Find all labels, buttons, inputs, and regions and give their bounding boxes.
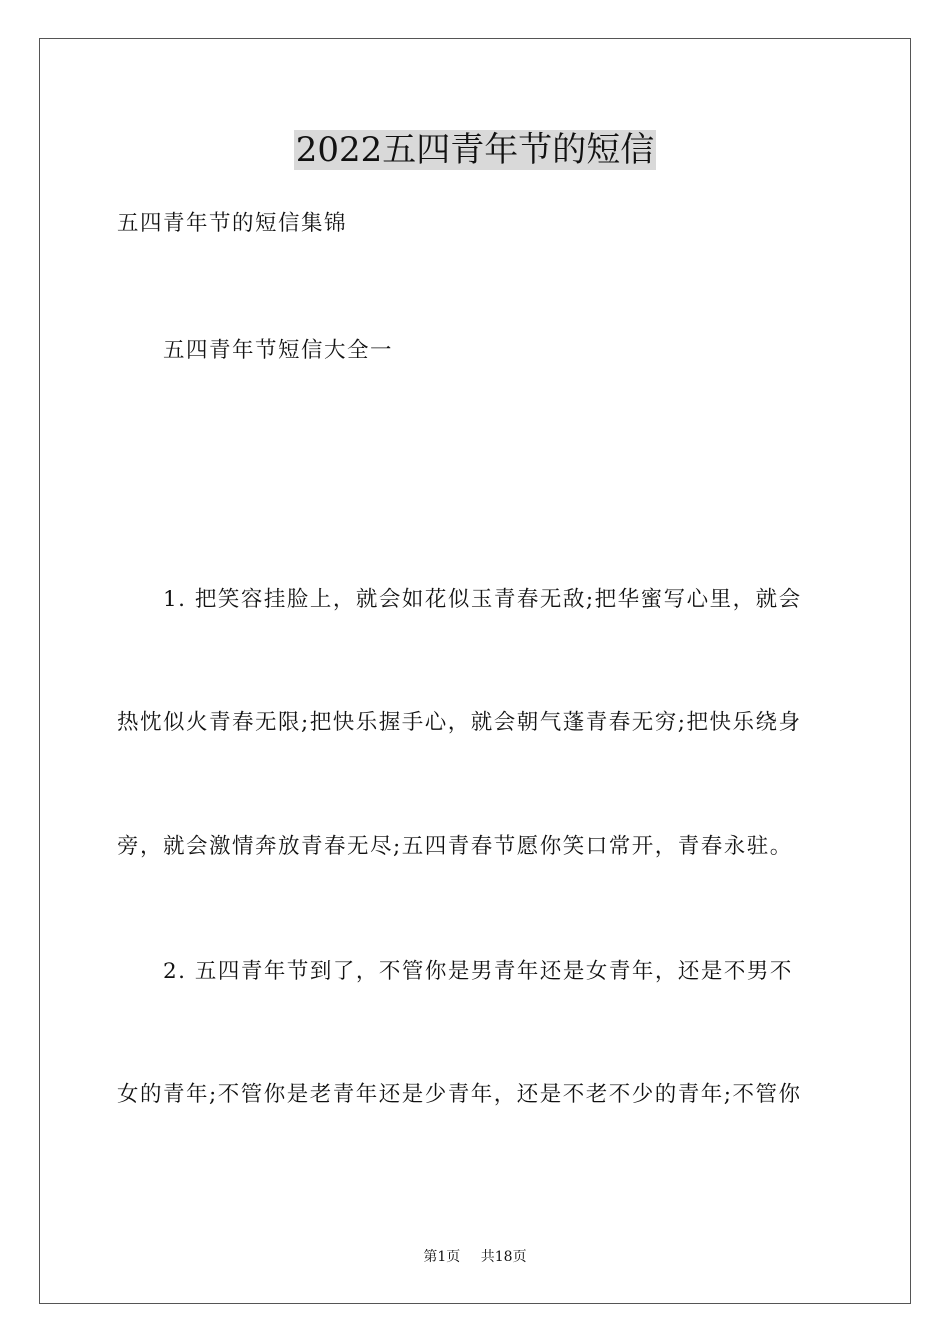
document-subtitle: 五四青年节的短信集锦 bbox=[117, 211, 348, 236]
document-title-text: 2022五四青年节的短信 bbox=[295, 130, 655, 170]
page-number: 第1页 bbox=[423, 1249, 461, 1265]
section-heading: 五四青年节短信大全一 bbox=[163, 338, 394, 363]
page-footer bbox=[0, 1247, 950, 1267]
paragraph-line-5: 女的青年;不管你是老青年还是少青年，还是不老不少的青年;不管你 bbox=[117, 1082, 802, 1107]
paragraph-line-1: 1. 把笑容挂脸上，就会如花似玉青春无敌;把华蜜写心里，就会 bbox=[163, 587, 802, 612]
paragraph-line-3: 旁，就会激情奔放青春无尽;五四青春节愿你笑口常开，青春永驻。 bbox=[117, 834, 793, 859]
paragraph-line-4: 2. 五四青年节到了，不管你是男青年还是女青年，还是不男不 bbox=[163, 959, 793, 984]
page-total: 共18页 bbox=[480, 1249, 527, 1265]
document-title bbox=[0, 128, 950, 172]
paragraph-line-2: 热忱似火青春无限;把快乐握手心，就会朝气蓬青春无穷;把快乐绕身 bbox=[117, 710, 802, 735]
